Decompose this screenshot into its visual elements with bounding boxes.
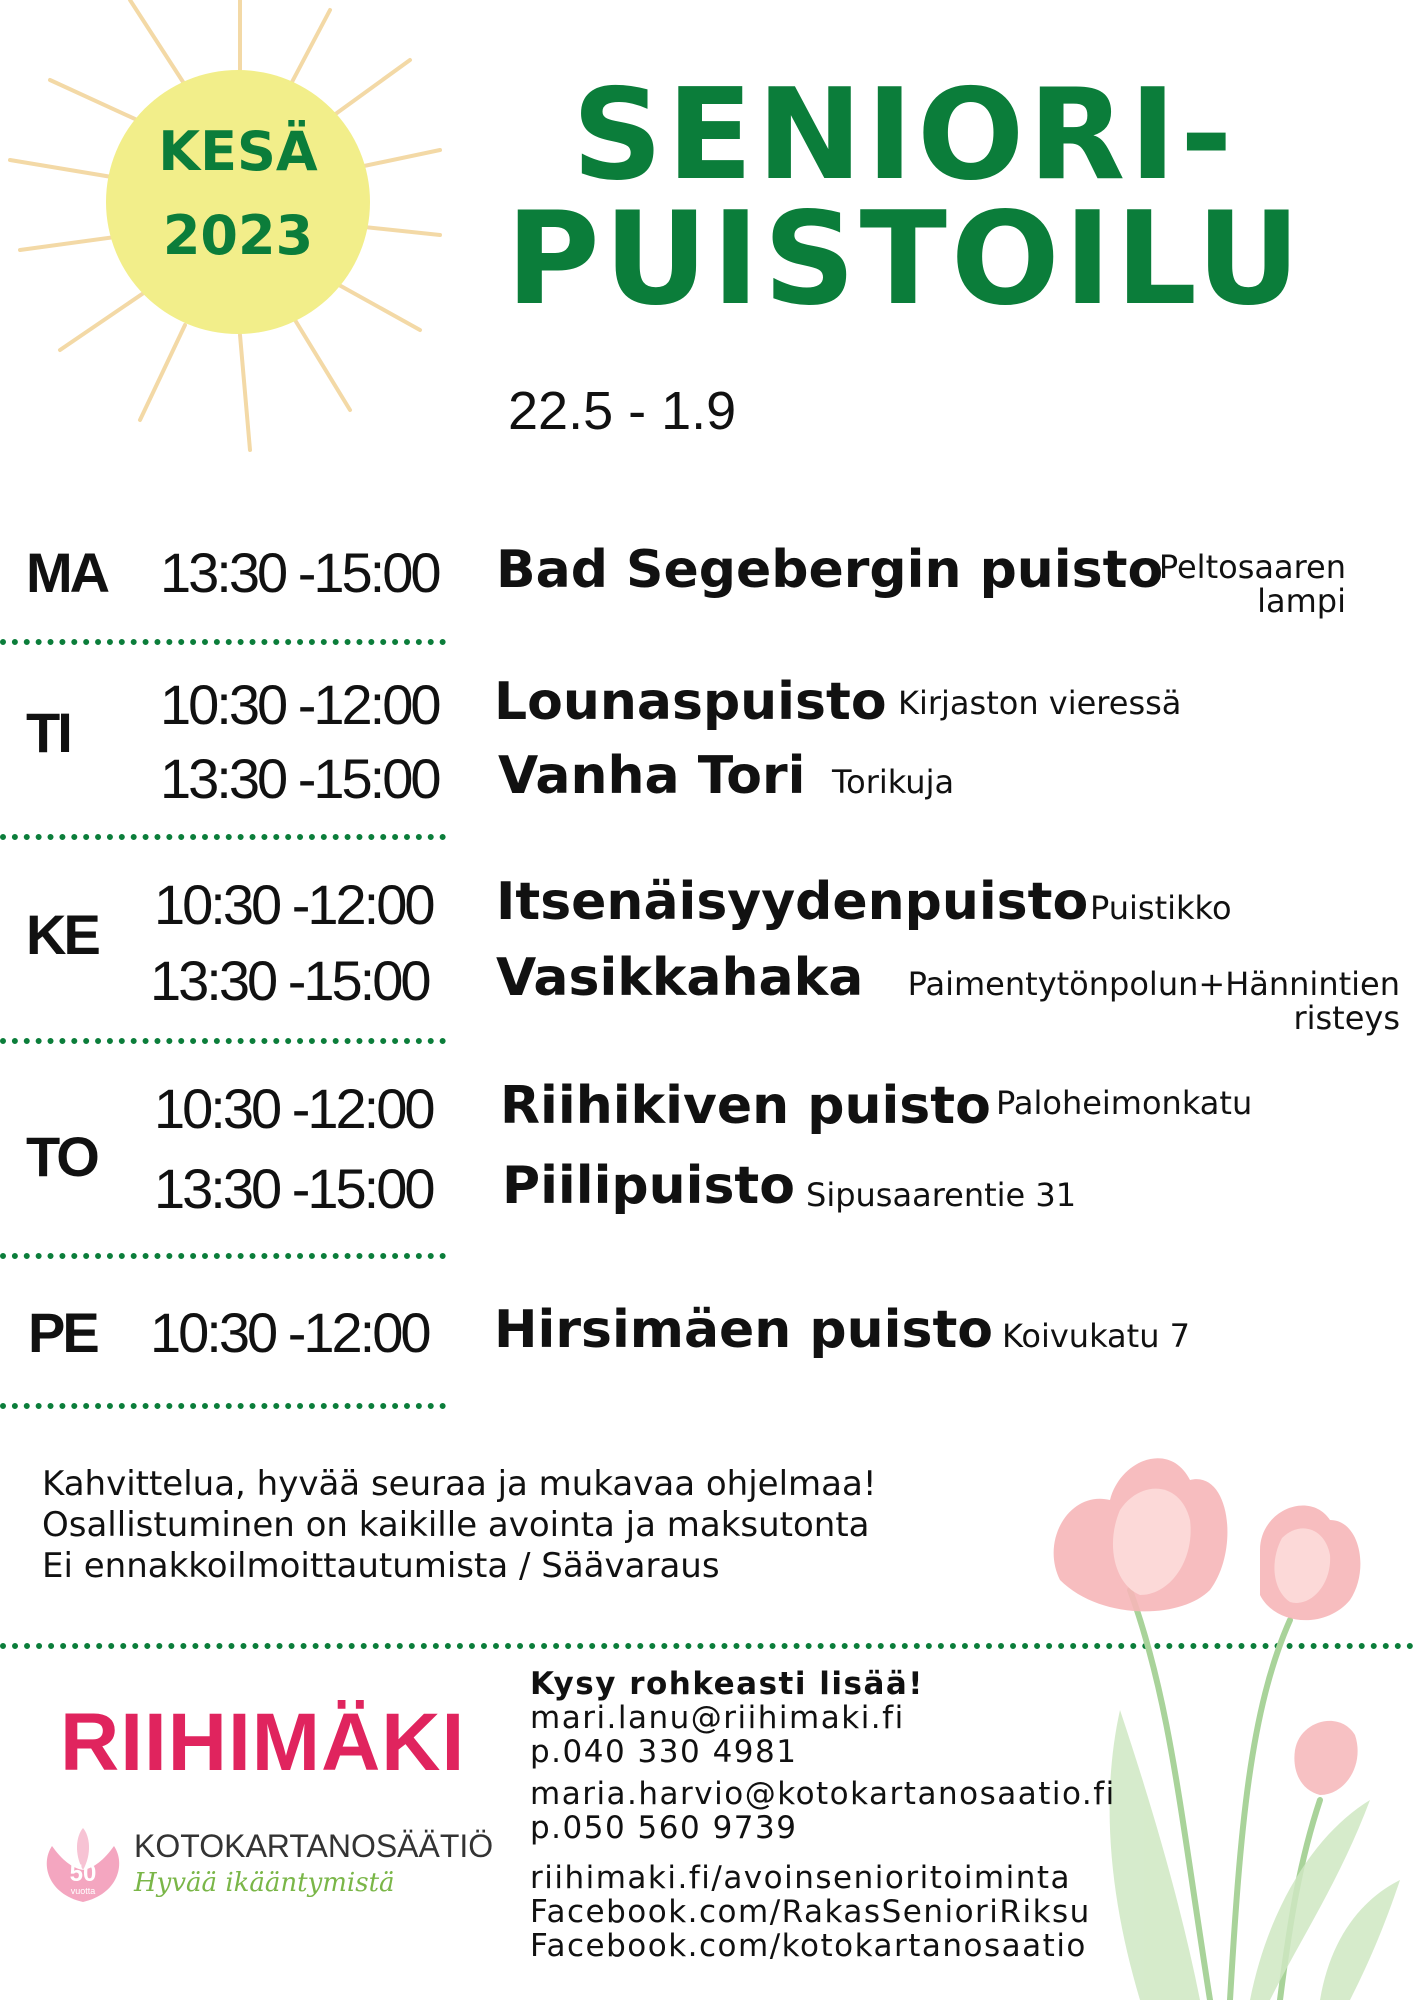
place-wednesday-2: Vasikkahaka	[496, 948, 864, 1008]
location-monday	[1110, 548, 1346, 620]
place-friday: Hirsimäen puisto	[494, 1300, 994, 1360]
contact-phone-2: p.050 560 9739	[530, 1810, 798, 1846]
time-wednesday-2: 13:30 -15:00	[150, 949, 429, 1012]
place-tuesday-1: Lounaspuisto	[494, 672, 887, 732]
day-friday: PE	[28, 1301, 97, 1364]
kotokartano-tagline: Hyvää ikääntymistä	[134, 1868, 395, 1898]
day-wednesday: KE	[26, 903, 98, 966]
contact-phone-1: p.040 330 4981	[530, 1734, 798, 1770]
divider	[0, 1253, 446, 1259]
divider	[0, 1038, 446, 1044]
time-thursday-1: 10:30 -12:00	[154, 1077, 433, 1140]
time-friday: 10:30 -12:00	[150, 1301, 429, 1364]
time-monday: 13:30 -15:00	[160, 541, 439, 604]
info-text	[42, 1464, 876, 1587]
time-tuesday-2: 13:30 -15:00	[160, 747, 439, 810]
location-wednesday-1: Puistikko	[1090, 889, 1232, 927]
riihimaki-logo: RIIHIMÄKI	[60, 1697, 466, 1788]
day-tuesday: TI	[26, 701, 70, 764]
contact-email-2[interactable]: maria.harvio@kotokartanosaatio.fi	[530, 1776, 1116, 1812]
day-thursday: TO	[26, 1125, 97, 1188]
location-tuesday-1: Kirjaston vieressä	[898, 684, 1182, 722]
location-thursday-2: Sipusaarentie 31	[806, 1176, 1077, 1214]
title-line-1: SENIORI-	[572, 61, 1237, 208]
place-thursday-1: Riihikiven puisto	[500, 1076, 991, 1136]
info-line-2: Osallistuminen on kaikille avointa ja maksutonta	[42, 1505, 870, 1545]
location-wednesday-2-line-1: Paimentytönpolun+Hännintien	[907, 965, 1400, 1003]
date-range: 22.5 - 1.9	[508, 381, 737, 441]
location-friday: Koivukatu 7	[1002, 1317, 1191, 1355]
season-label: KESÄ	[158, 120, 318, 183]
time-tuesday-1: 10:30 -12:00	[160, 673, 439, 736]
kotokartano-badge	[38, 1824, 128, 1904]
divider	[0, 1403, 446, 1409]
place-wednesday-1: Itsenäisyydenpuisto	[496, 872, 1089, 932]
title-line-2: PUISTOILU	[506, 185, 1305, 334]
place-tuesday-2: Vanha Tori	[498, 746, 806, 806]
day-monday: MA	[26, 541, 108, 604]
location-wednesday-2	[860, 965, 1400, 1037]
kotokartano-name: KOTOKARTANOSÄÄTIÖ	[134, 1828, 494, 1864]
location-wednesday-2-line-2: risteys	[1293, 998, 1400, 1037]
location-monday-line-1: Peltosaaren	[1158, 548, 1346, 586]
badge-number: 50	[69, 1860, 97, 1887]
contact-website[interactable]: riihimaki.fi/avoinsenioritoiminta	[530, 1860, 1072, 1896]
contact-email-1[interactable]: mari.lanu@riihimaki.fi	[530, 1700, 905, 1736]
time-thursday-2: 13:30 -15:00	[154, 1157, 433, 1220]
info-line-1: Kahvittelua, hyvää seuraa ja mukavaa ohjelmaa!	[42, 1464, 877, 1504]
location-tuesday-2: Torikuja	[832, 763, 955, 801]
contact-facebook-2[interactable]: Facebook.com/kotokartanosaatio	[530, 1928, 1087, 1964]
place-monday: Bad Segebergin puisto	[496, 540, 1164, 600]
contact-heading: Kysy rohkeasti lisää!	[530, 1666, 924, 1702]
info-line-3: Ei ennakkoilmoittautumista / Säävaraus	[42, 1546, 720, 1586]
divider	[0, 834, 446, 840]
divider	[0, 639, 446, 645]
contact-facebook-1[interactable]: Facebook.com/RakasSenioriRiksu	[530, 1894, 1091, 1930]
badge-word: vuotta	[70, 1886, 96, 1896]
location-monday-line-2: lampi	[1257, 581, 1346, 620]
season-year: 2023	[162, 204, 314, 267]
place-thursday-2: Piilipuisto	[502, 1156, 796, 1216]
time-wednesday-1: 10:30 -12:00	[154, 873, 433, 936]
location-thursday-1: Paloheimonkatu	[996, 1084, 1253, 1122]
